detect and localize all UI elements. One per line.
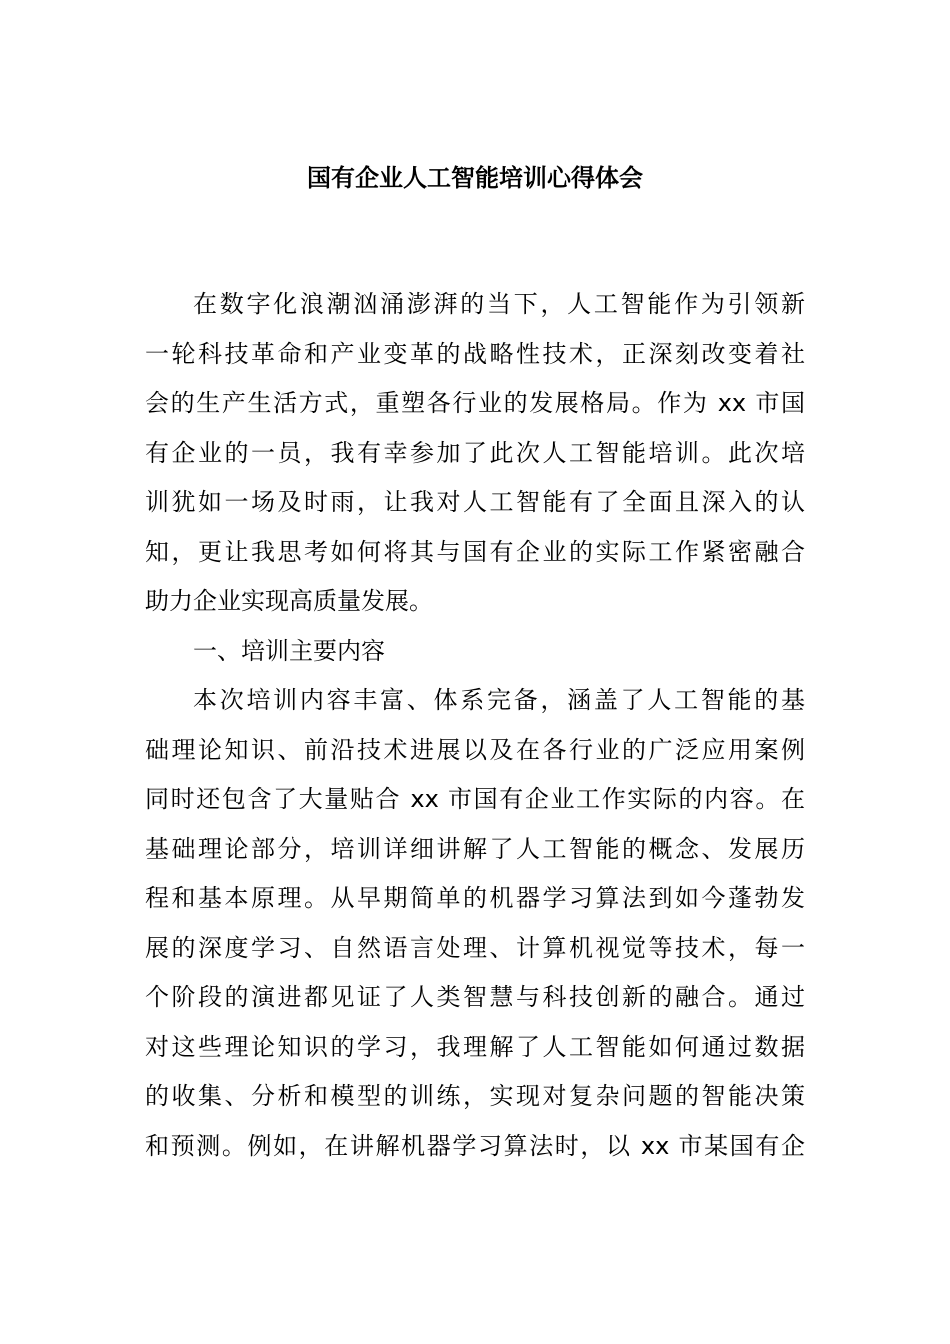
text-line: 对这些理论知识的学习，我理解了人工智能如何通过数据 bbox=[145, 1032, 805, 1061]
text-line: 训犹如一场及时雨，让我对人工智能有了全面且深入的认 bbox=[145, 488, 805, 516]
text-line: 本次培训内容丰富、体系完备，涵盖了人工智能的基 bbox=[193, 686, 805, 714]
text-line: 知，更让我思考如何将其与国有企业的实际工作紧密融合 bbox=[145, 537, 805, 566]
text-line: 一轮科技革命和产业变革的战略性技术，正深刻改变着社 bbox=[145, 339, 805, 368]
text-line: 础理论知识、前沿技术进展以及在各行业的广泛应用案例 bbox=[145, 735, 805, 764]
text-line: 的收集、分析和模型的训练，实现对复杂问题的智能决策 bbox=[145, 1082, 805, 1110]
text-line: 和预测。例如，在讲解机器学习算法时，以 xx 市某国有企 bbox=[145, 1131, 805, 1160]
text-line: 基础理论部分，培训详细讲解了人工智能的概念、发展历 bbox=[145, 834, 805, 863]
text-line: 会的生产生活方式，重塑各行业的发展格局。作为 xx 市国 bbox=[145, 389, 805, 417]
text-line: 展的深度学习、自然语言处理、计算机视觉等技术，每一 bbox=[145, 933, 805, 962]
text-line: 有企业的一员，我有幸参加了此次人工智能培训。此次培 bbox=[145, 438, 805, 467]
text-line: 在数字化浪潮汹涌澎湃的当下，人工智能作为引领新 bbox=[193, 290, 805, 318]
document-title: 国有企业人工智能培训心得体会 bbox=[307, 164, 643, 192]
text-line: 同时还包含了大量贴合 xx 市国有企业工作实际的内容。在 bbox=[145, 785, 805, 813]
text-line: 程和基本原理。从早期简单的机器学习算法到如今蓬勃发 bbox=[145, 884, 805, 912]
document-body bbox=[145, 280, 805, 1171]
text-line: 个阶段的演进都见证了人类智慧与科技创新的融合。通过 bbox=[145, 983, 805, 1011]
section-heading: 一、培训主要内容 bbox=[193, 636, 385, 665]
text-line: 助力企业实现高质量发展。 bbox=[145, 587, 433, 615]
